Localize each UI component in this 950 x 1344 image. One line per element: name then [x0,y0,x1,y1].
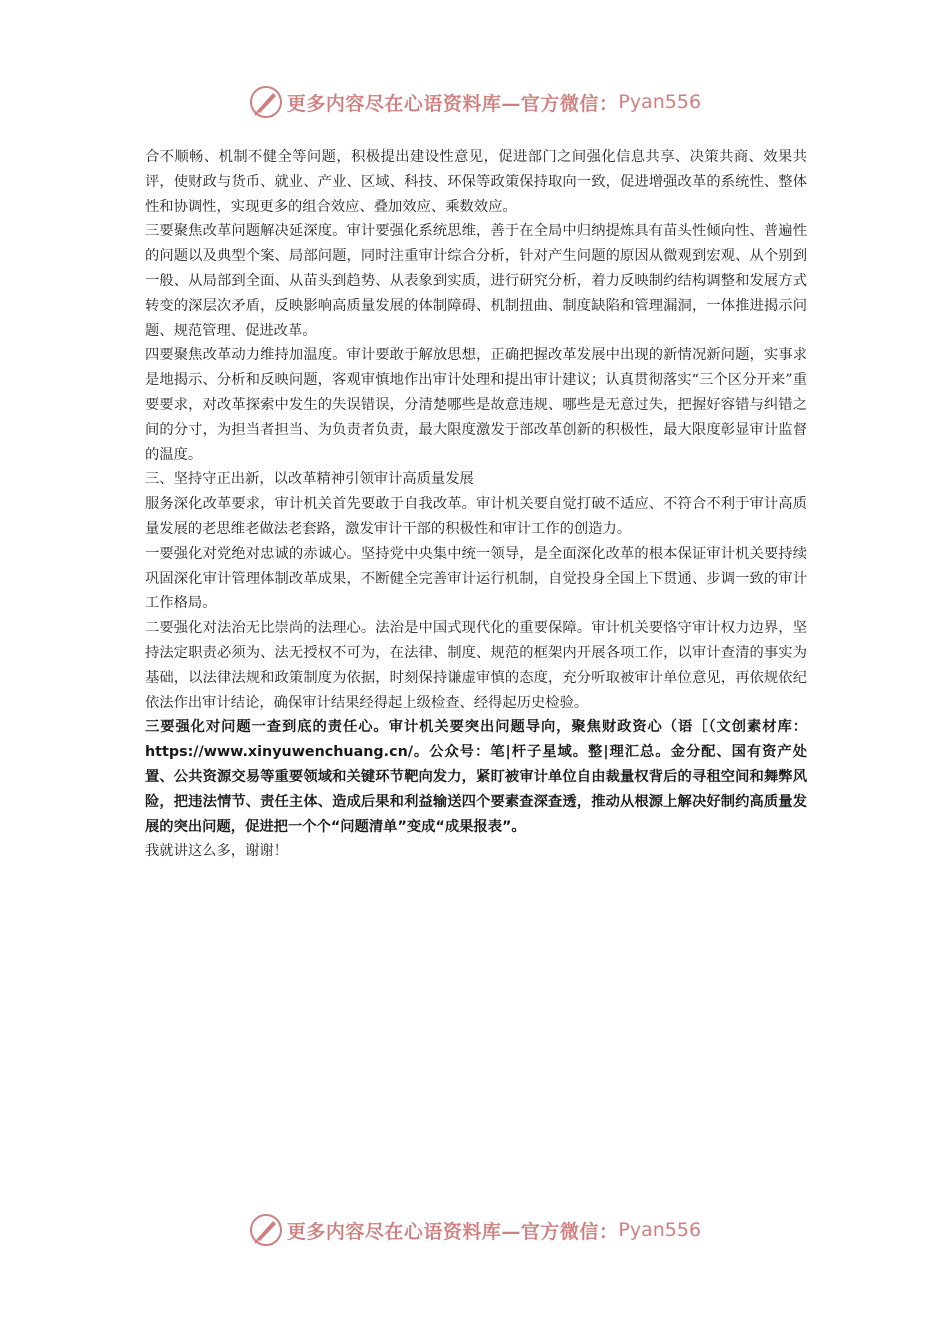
quill-logo-icon [249,1213,283,1247]
footer-wechat-id: Pyan556 [618,1219,702,1241]
footer-banner [0,1210,950,1250]
paragraph: 四要聚焦改革动力维持加温度。审计要敢于解放思想，正确把握改革发展中出现的新情况新问题，实事求是地揭示、分析和反映问题，客观审慎地作出审计处理和提出审计建议；认真贯彻落实“三个区分开来”重要要求，对改革探索中发生的失误错误，分清楚哪些是故意违规、哪些是无意过失，把握好容错与纠错之间的分寸，为担当者担当、为负责者负责，最大限度激发于部改革创新的积极性，最大限度彰显审计监督的温度。 [145,347,807,463]
paragraph: 服务深化改革要求，审计机关首先要敢于自我改革。审计机关要自觉打破不适应、不符合不利于审计高质量发展的老思维老做法老套路，激发审计干部的积极性和审计工作的创造力。 [145,496,807,537]
paragraph: 二要强化对法治无比崇尚的法理心。法治是中国式现代化的重要保障。审计机关要恪守审计权力边界，坚持法定职责必须为、法无授权不可为，在法律、制度、规范的框架内开展各项工作，以审计查清的事实为基础，以法律法规和政策制度为依据，时刻保持谦虚审慎的态度，充分听取被审计单位意见，再依规依纪依法作出审计结论，确保审计结果经得起上级检查、经得起历史检验。 [145,620,807,711]
quill-logo-icon [249,85,283,119]
header-wechat-id: Pyan556 [618,91,702,113]
footer-banner-text: 更多内容尽在心语资料库—官方微信： [286,1220,619,1243]
section-heading: 三、坚持守正出新，以改革精神引领审计高质量发展 [145,471,474,488]
paragraph: 三要聚焦改革问题解决延深度。审计要强化系统思维，善于在全局中归纳提炼具有苗头性倾向性、普遍性的问题以及典型个案、局部问题，同时注重审计综合分析，针对产生问题的原因从微观到宏观、从个别到一般、从局部到全面、从苗头到趋势、从表象到实质，进行研究分析，着力反映制约结构调整和发展方式转变的深层次矛盾，反映影响高质量发展的体制障碍、机制扭曲、制度缺陷和管理漏洞，一体推进揭示问题、规范管理、促进改革。 [145,223,807,339]
paragraph: 合不顺畅、机制不健全等问题，积极提出建设性意见，促进部门之间强化信息共享、决策共商、效果共评，使财政与货币、就业、产业、区域、科技、环保等政策保持取向一致，促进增强改革的系统性、整体性和协调性，实现更多的组合效应、叠加效应、乘数效应。 [145,149,807,215]
header-banner-text: 更多内容尽在心语资料库—官方微信： [286,92,619,115]
closing-remark: 我就讲这么多，谢谢！ [145,843,288,860]
document-body [145,145,807,864]
paragraph-bold: 三要强化对问题一查到底的责任心。审计机关要突出问题导向，聚焦财政资心（语［（文创素材库：https://www.xinyuwenchuang.cn/。公众号：笔|杆子星域。整|理汇总。金分配、国有资产处置、公共资源交易等重要领域和关键环节靶向发力，紧盯被审计单位自由裁量权背后的寻租空间和舞弊风险，把违法情节、责任主体、造成后果和利益输送四个要素查深查透，推动从根源上解决好制约高质量发展的突出问题，促进把一个个“问题清单”变成“成果报表”。 [145,719,807,835]
paragraph: 一要强化对党绝对忠诚的赤诚心。坚持党中央集中统一领导，是全面深化改革的根本保证审计机关要持续巩固深化审计管理体制改革成果，不断健全完善审计运行机制，自觉投身全国上下贯通、步调一致的审计工作格局。 [145,545,807,612]
header-banner [0,82,950,122]
